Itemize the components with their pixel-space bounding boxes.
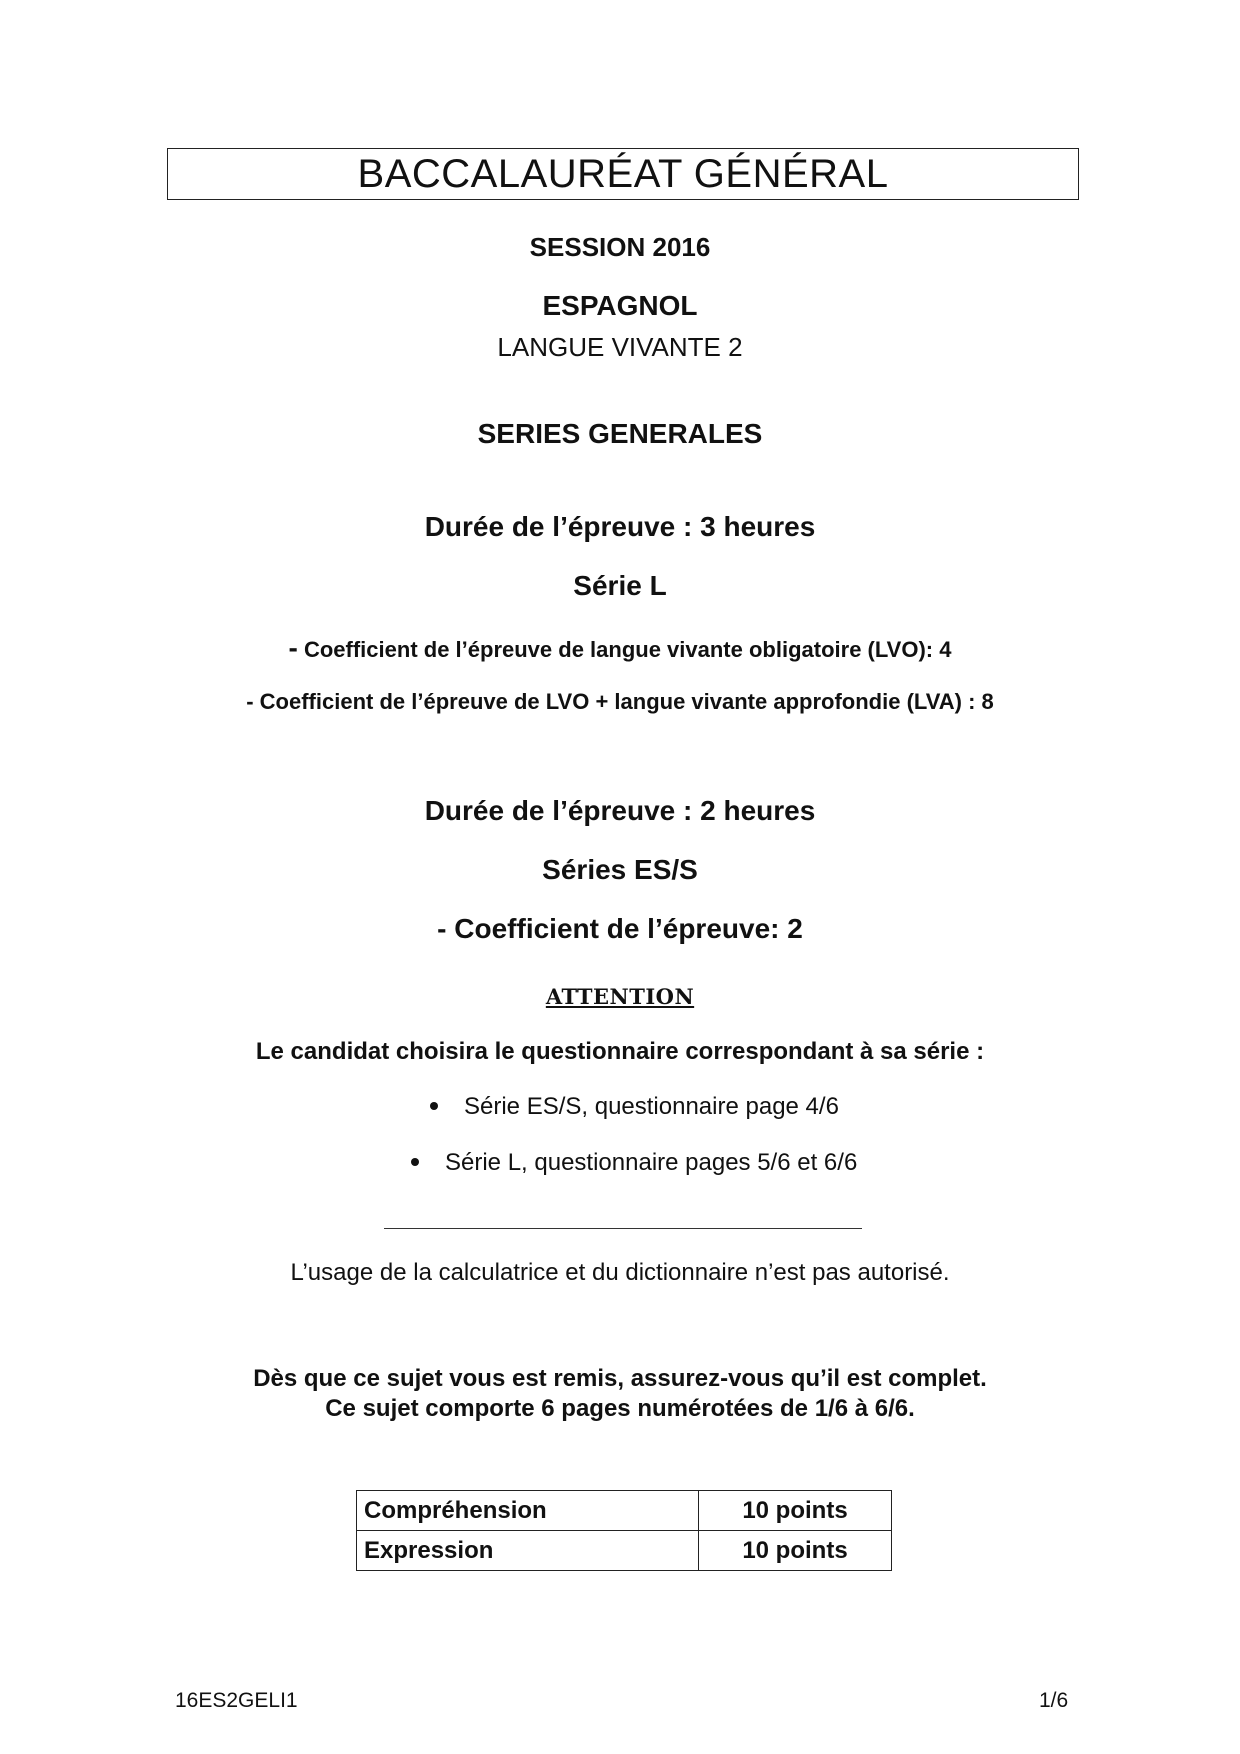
langue-label: LANGUE VIVANTE 2 [497, 332, 743, 362]
bullet-item-l [411, 1149, 857, 1177]
footer-code: 16ES2GELI1 [175, 1689, 298, 1712]
session-label: SESSION 2016 [529, 232, 711, 262]
bullet-icon [411, 1158, 419, 1166]
separator-line [384, 1228, 862, 1229]
coef-lva: - Coefficient de l’épreuve de LVO + langue vivante approfondie (LVA) : 8 [246, 689, 994, 714]
duree-ess: Durée de l’épreuve : 2 heures [424, 795, 816, 826]
footer-page-number: 1/6 [1039, 1689, 1069, 1712]
bullet-icon [430, 1102, 438, 1110]
section-cell: Expression [357, 1531, 699, 1571]
attention-label: ATTENTION [545, 984, 695, 1009]
attention-instruction: Le candidat choisira le questionnaire correspondant à sa série : [255, 1038, 985, 1065]
complete-notice-line2: Ce sujet comporte 6 pages numérotées de 1/6 à 6/6. [325, 1395, 915, 1422]
coef-lvo-dash: - [288, 632, 298, 663]
points-cell: 10 points [699, 1491, 892, 1531]
points-cell: 10 points [699, 1531, 892, 1571]
serie-l-label: Série L [573, 570, 667, 601]
serie-ess-label: Séries ES/S [542, 854, 698, 885]
exam-title: BACCALAURÉAT GÉNÉRAL [167, 148, 1079, 200]
coef-ess: - Coefficient de l’épreuve: 2 [437, 913, 803, 944]
series-label: SERIES GENERALES [477, 418, 763, 449]
subject-label: ESPAGNOL [542, 290, 698, 321]
coef-lvo-text: Coefficient de l’épreuve de langue vivante obligatoire (LVO): 4 [303, 637, 952, 662]
complete-notice-line1: Dès que ce sujet vous est remis, assurez-vous qu’il est complet. [253, 1365, 987, 1392]
usage-notice: L’usage de la calculatrice et du dictionnaire n’est pas autorisé. [290, 1259, 950, 1286]
table-row [357, 1491, 892, 1531]
table-row [357, 1531, 892, 1571]
bullet-item-ess [430, 1093, 839, 1121]
duree-l: Durée de l’épreuve : 3 heures [424, 511, 816, 542]
section-cell: Compréhension [357, 1491, 699, 1531]
points-table [356, 1490, 892, 1571]
bullet-text: Série L, questionnaire pages 5/6 et 6/6 [445, 1149, 858, 1176]
attention-heading [0, 984, 1240, 1009]
coef-lvo [0, 632, 1240, 664]
bullet-text: Série ES/S, questionnaire page 4/6 [464, 1093, 839, 1120]
